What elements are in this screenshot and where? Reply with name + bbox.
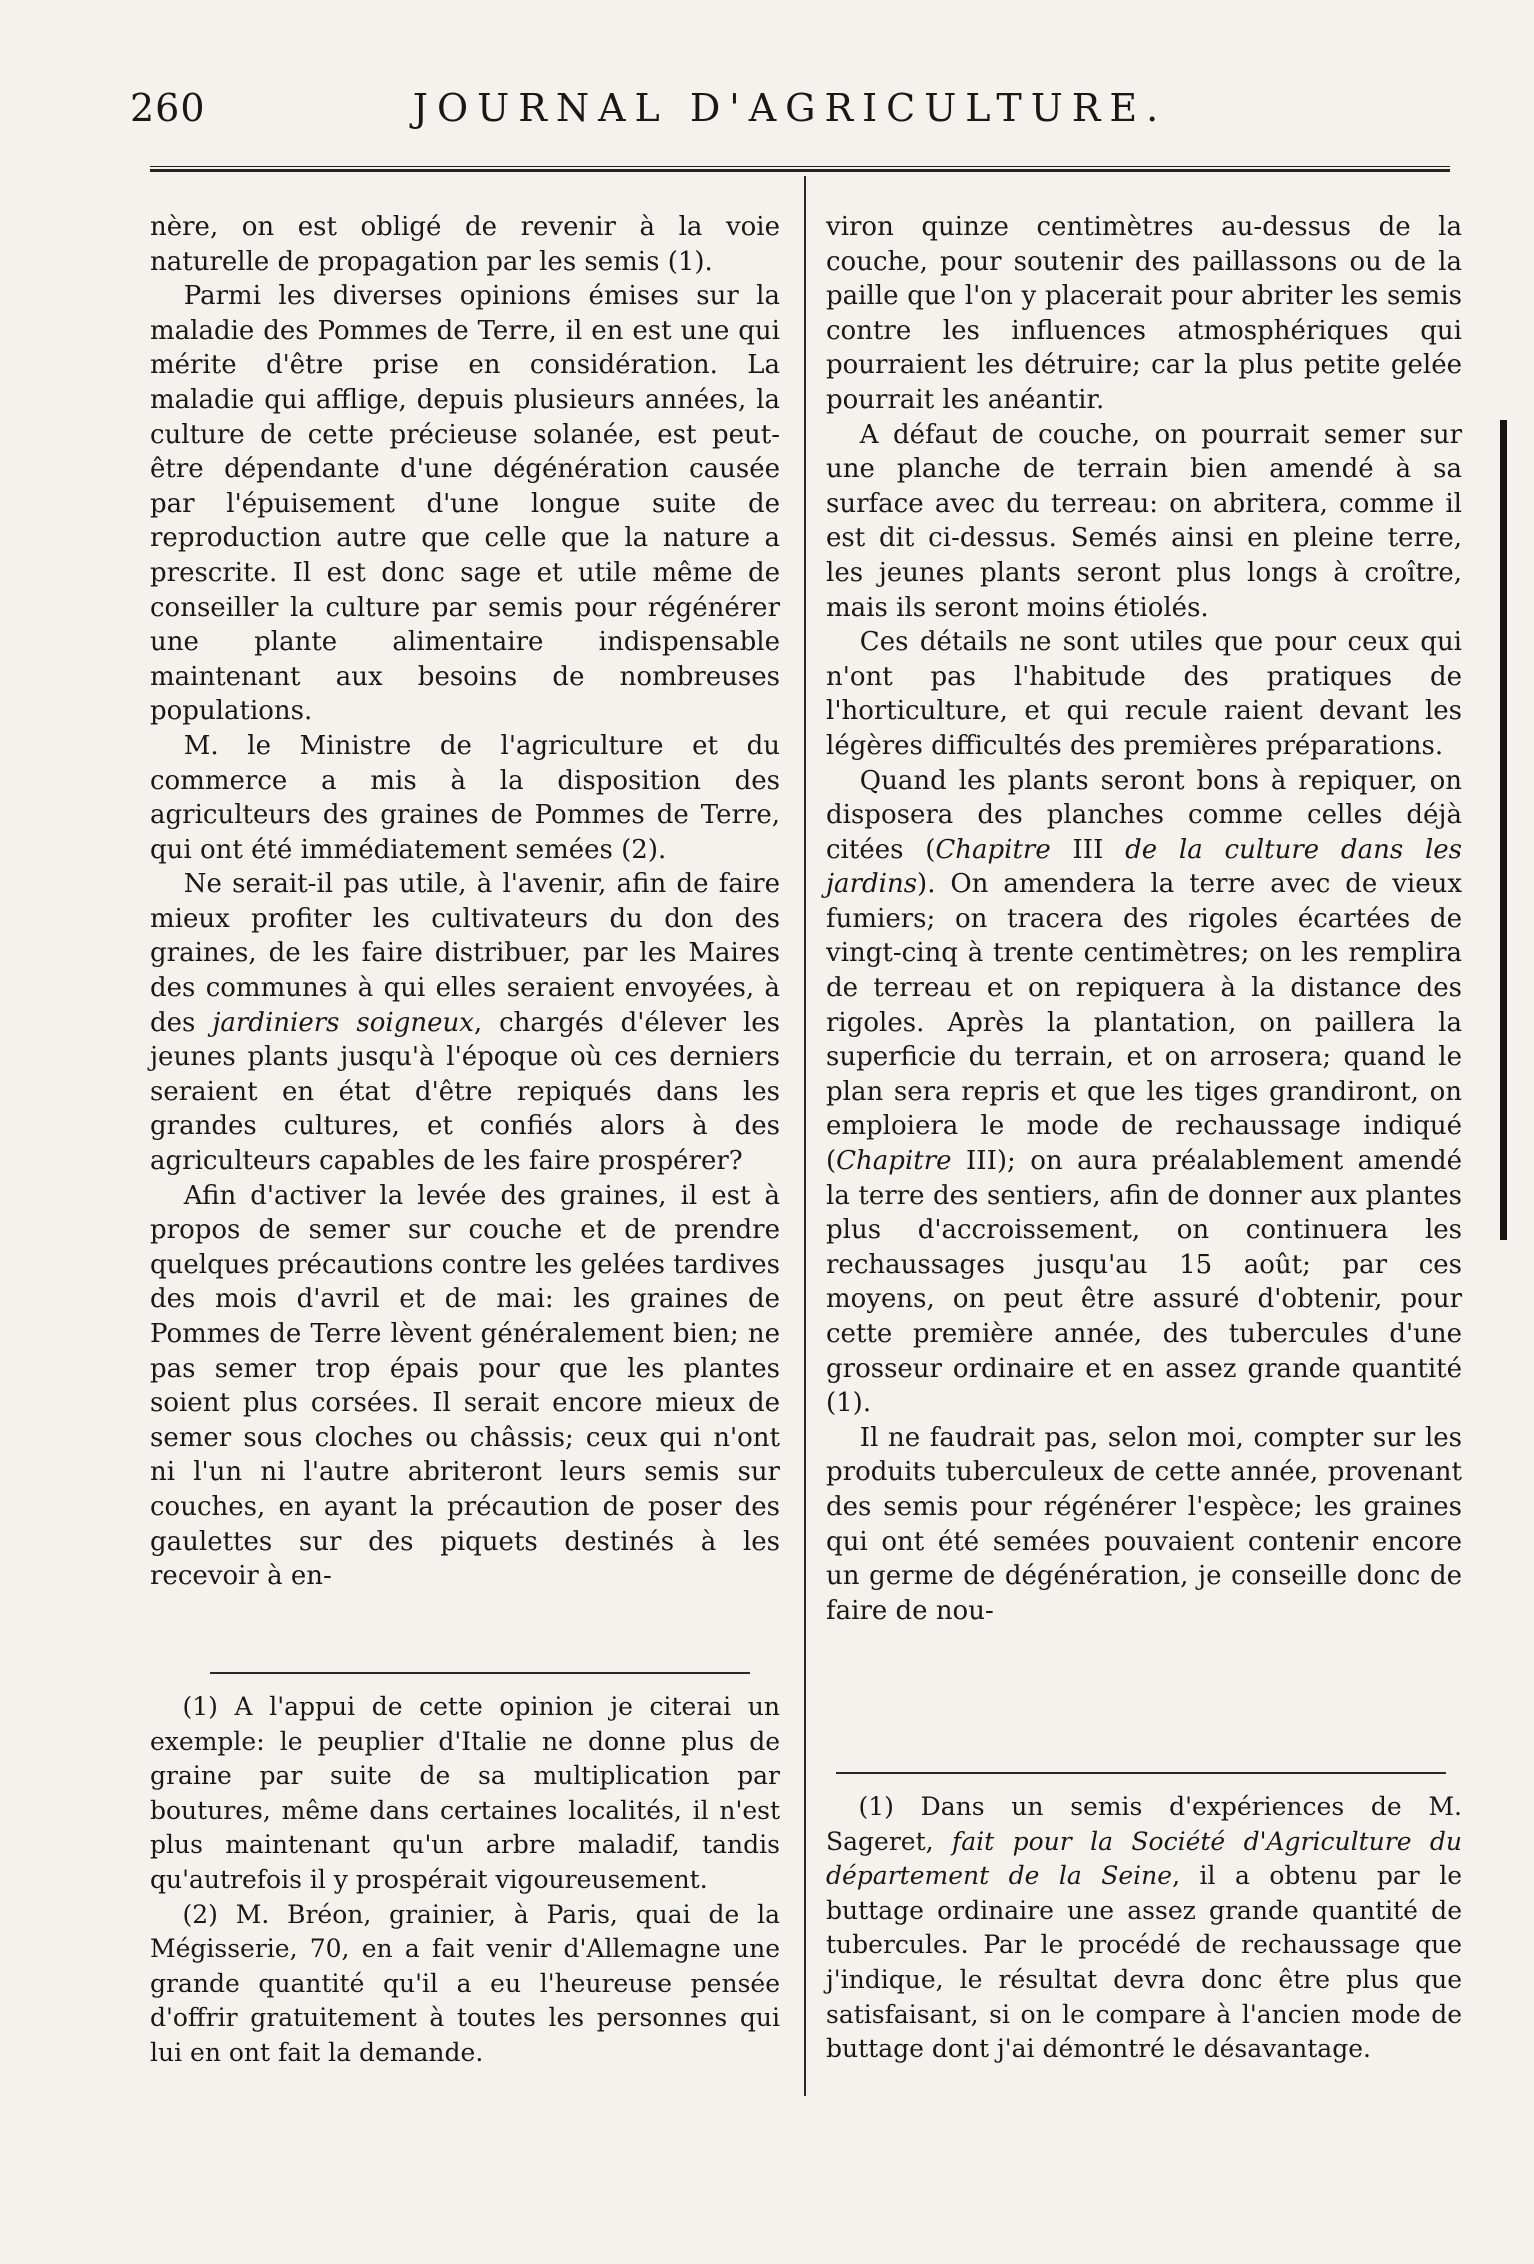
right-paragraph-4 — [826, 764, 1462, 1421]
left-footnotes — [150, 1690, 780, 2071]
right-footnotes — [826, 1790, 1462, 2067]
footnote-2-left: (2) M. Bréon, grainier, à Paris, quai de la Mégisserie, 70, en a fait venir d'Allemagne une grande quantité qu'il a eu l'heureuse pensée d'offrir gratuitement à toutes les personnes qui lui en ont fait la demande. — [150, 1899, 780, 2067]
text-run: , chargés d'élever les jeunes plants jusqu'à l'époque où ces derniers seraient en état d'être repiqués dans les grandes cultures, et confiés alors à des agriculteurs capables de les faire prospérer? — [150, 1007, 780, 1177]
column-divider — [804, 176, 806, 2096]
left-footnote-rule — [210, 1672, 750, 1674]
left-paragraph-3: M. le Ministre de l'agriculture et du commerce a mis à la disposition des agriculteurs des graines de Pommes de Terre, qui ont été immédiatement semées (2). — [150, 730, 780, 865]
text-run: ). On amendera la terre avec de vieux fumiers; on tracera des rigoles écartées de vingt-cinq à trente centimètres; on les remplira de terreau et on repiquera à la distance des rigoles. Après la plantation, on paillera la superficie du terrain, et on arrosera; quand le plan sera repris et que les tiges grandiront, on emploiera le mode de rechaussage indiqué ( — [826, 869, 1462, 1177]
italic-text: jardiniers soigneux — [212, 1007, 474, 1038]
left-paragraph-2: Parmi les diverses opinions émises sur la maladie des Pommes de Terre, il en est une qui mérite d'être prise en considération. La maladie qui afflige, depuis plusieurs années, la culture de cette précieuse solanée, est peut-être dépendante d'une dégénération causée par l'épuisement d'une longue suite de reproduction autre que celle que la nature a prescrite. Il est donc sage et utile même de conseiller la culture par semis pour régénérer une plante alimentaire indispensable maintenant aux besoins de nombreuses populations. — [150, 281, 780, 727]
text-run: Ne serait-il pas utile, à l'avenir, afin de faire mieux profiter les cultivateurs du don des graines, de les faire distribuer, par les Maires des communes à qui elles seraient envoyées, à des — [150, 869, 780, 1038]
italic-text: fait pour la Société d'Agriculture du département de la Seine — [826, 1826, 1463, 1891]
left-paragraph-5: Afin d'activer la levée des graines, il est à propos de semer sur couche et de prendre quelques précautions contre les gelées tardives des mois d'avril et de mai: les graines de Pommes de Terre lèvent généralement bien; ne pas semer trop épais pour que les plantes soient plus corsées. Il serait encore mieux de semer sous cloches ou châssis; ceux qui n'ont ni l'un ni l'autre abriteront leurs semis sur couches, en ayant la précaution de poser des gaulettes sur des piquets destinés à les recevoir à en- — [150, 1180, 780, 1592]
left-paragraph-1: nère, on est obligé de revenir à la voie naturelle de propagation par les semis (1). — [150, 212, 780, 277]
text-run: , il a obtenu par le buttage ordinaire une assez grande quantité de tubercules. Par le procédé de rechaussage que j'indique, le résultat devra donc être plus que satisfaisant, si on le compare à l'ancien mode de buttage dont j'ai démontré le désavantage. — [826, 1861, 1463, 2064]
page-number: 260 — [130, 86, 206, 130]
left-column — [150, 210, 780, 1594]
right-column — [826, 210, 1462, 1628]
margin-marker — [1500, 420, 1507, 1240]
italic-text: Chapitre — [935, 834, 1051, 865]
header-rule — [150, 166, 1450, 172]
text-run: III); on aura préalablement amendé la terre des sentiers, afin de donner aux plantes plus d'accroissement, on continuera les rechaussages jusqu'au 15 août; par ces moyens, on peut être assuré d'obtenir, pour cette première année, des tubercules d'une grosseur ordinaire et en assez grande quantité (1). — [826, 1146, 1462, 1419]
left-paragraph-4 — [150, 867, 780, 1178]
text-run: (1) Dans un semis d'expériences de M. Sageret, — [826, 1792, 1462, 1856]
footnote-1-left: (1) A l'appui de cette opinion je citerai un exemple: le peuplier d'Italie ne donne plus de graine par suite de sa multiplication par boutures, même dans certaines localités, il n'est plus maintenant qu'un arbre maladif, tandis qu'autrefois il y prospérait vigoureusement. — [150, 1692, 780, 1894]
right-paragraph-1: viron quinze centimètres au-dessus de la couche, pour soutenir des paillassons ou de la paille que l'on y placerait pour abriter les semis contre les influences atmosphériques qui pourraient les détruire; car la plus petite gelée pourrait les anéantir. — [826, 212, 1462, 415]
page-header — [130, 86, 1450, 146]
italic-text: Chapitre — [836, 1146, 952, 1177]
right-paragraph-5: Il ne faudrait pas, selon moi, compter sur les produits tuberculeux de cette année, provenant des semis pour régénérer l'espèce; les graines qui ont été semées pouvaient contenir encore un germe de dégénération, je conseille donc de faire de nou- — [826, 1422, 1462, 1626]
text-run: Quand les plants seront bons à repiquer, on disposera des planches comme celles déjà citées ( — [826, 765, 1462, 865]
text-run: III — [1050, 834, 1126, 865]
running-title: JOURNAL D'AGRICULTURE. — [412, 86, 1168, 130]
right-paragraph-3: Ces détails ne sont utiles que pour ceux qui n'ont pas l'habitude des pratiques de l'horticulture, et qui recule raient devant les légères difficultés des premières préparations. — [826, 627, 1462, 761]
right-footnote-rule — [836, 1772, 1446, 1774]
right-paragraph-2: A défaut de couche, on pourrait semer sur une planche de terrain bien amendé à sa surface avec du terreau: on abritera, comme il est dit ci-dessus. Semés ainsi en pleine terre, les jeunes plants seront plus longs à croître, mais ils seront moins étiolés. — [826, 419, 1462, 623]
italic-text: de la culture dans les jardins — [826, 834, 1462, 900]
footnote-1-right — [826, 1790, 1462, 2067]
